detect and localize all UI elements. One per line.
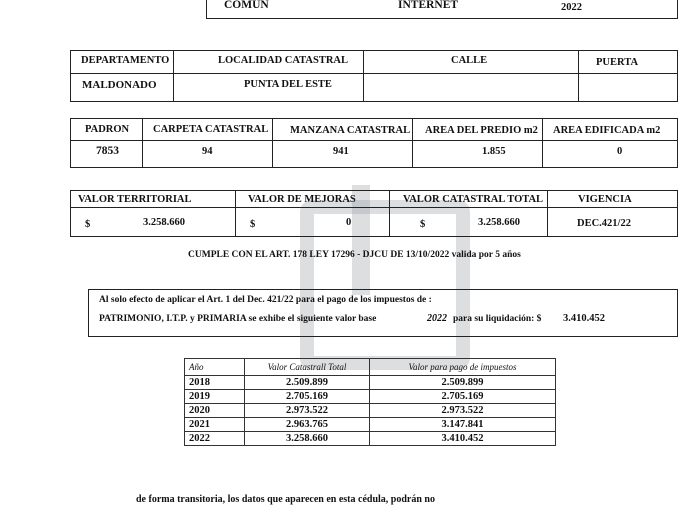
value-localidad: PUNTA DEL ESTE [244,79,332,90]
table-row [185,390,556,404]
impuestos-line2: PATRIMONIO, I.T.P. y PRIMARIA se exhibe el siguiente valor base [99,314,377,324]
row-year: 2020 [185,404,245,418]
value-vigencia: DEC.421/22 [577,218,631,229]
row-valor-catastral: 2.973.522 [245,404,370,418]
header-vigencia: VIGENCIA [578,194,632,205]
row-year: 2021 [185,418,245,432]
row-year: 2022 [185,432,245,446]
value-mejoras: 0 [346,217,352,228]
col-valor-impuestos: Valor para pago de impuestos [370,359,556,376]
row-valor-impuestos: 2.705.169 [370,390,556,404]
row-valor-catastral: 2.963.765 [245,418,370,432]
row-year: 2018 [185,376,245,390]
value-manzana: 941 [333,146,349,157]
header-valor-territorial: VALOR TERRITORIAL [78,194,192,205]
historial-table [184,358,556,446]
row-valor-impuestos: 2.973.522 [370,404,556,418]
top-col1: COMUN [224,0,269,11]
value-carpeta: 94 [202,146,213,157]
impuestos-year: 2022 [427,313,447,324]
header-departamento: DEPARTAMENTO [81,55,170,66]
table-row [185,432,556,446]
header-localidad: LOCALIDAD CATASTRAL [218,55,349,66]
currency-territorial: $ [85,219,91,230]
header-valor-total: VALOR CATASTRAL TOTAL [403,194,544,205]
impuestos-tail: para su liquidación: $ [453,314,542,324]
footer-text: de forma transitoria, los datos que aparecen en esta cédula, podrán no [136,494,435,505]
value-area-edificada: 0 [617,146,623,157]
row-year: 2019 [185,390,245,404]
header-area-edificada: AREA EDIFICADA m2 [553,125,661,136]
table-row [185,376,556,390]
value-departamento: MALDONADO [82,79,157,91]
row-valor-catastral: 3.258.660 [245,432,370,446]
currency-total: $ [420,219,426,230]
historial-header-row [185,359,556,376]
header-padron: PADRON [85,124,130,135]
header-puerta: PUERTA [596,57,639,68]
value-total: 3.258.660 [478,217,520,228]
currency-mejoras: $ [250,219,256,230]
impuestos-amount: 3.410.452 [563,313,605,324]
table-row [185,418,556,432]
col-anio: Año [185,359,245,376]
header-valor-mejoras: VALOR DE MEJORAS [248,194,356,205]
col-valor-catastral: Valor Catastrall Total [245,359,370,376]
value-padron: 7853 [96,145,119,157]
header-manzana: MANZANA CATASTRAL [290,125,411,136]
row-valor-catastral: 2.509.899 [245,376,370,390]
top-col2: INTERNET [398,0,459,11]
table-row [185,404,556,418]
header-area-predio: AREA DEL PREDIO m2 [425,125,538,136]
row-valor-impuestos: 3.147.841 [370,418,556,432]
row-valor-catastral: 2.705.169 [245,390,370,404]
row-valor-impuestos: 3.410.452 [370,432,556,446]
header-carpeta: CARPETA CATASTRAL [153,124,269,135]
value-area-predio: 1.855 [482,146,506,157]
row-valor-impuestos: 2.509.899 [370,376,556,390]
value-territorial: 3.258.660 [143,217,185,228]
top-col3: 2022 [561,2,582,13]
header-calle: CALLE [451,55,488,66]
impuestos-line1: Al solo efecto de aplicar el Art. 1 del Dec. 421/22 para el pago de los impuestos de : [99,295,432,305]
cumple-text: CUMPLE CON EL ART. 178 LEY 17296 - DJCU DE 13/10/2022 valida por 5 años [188,250,521,260]
